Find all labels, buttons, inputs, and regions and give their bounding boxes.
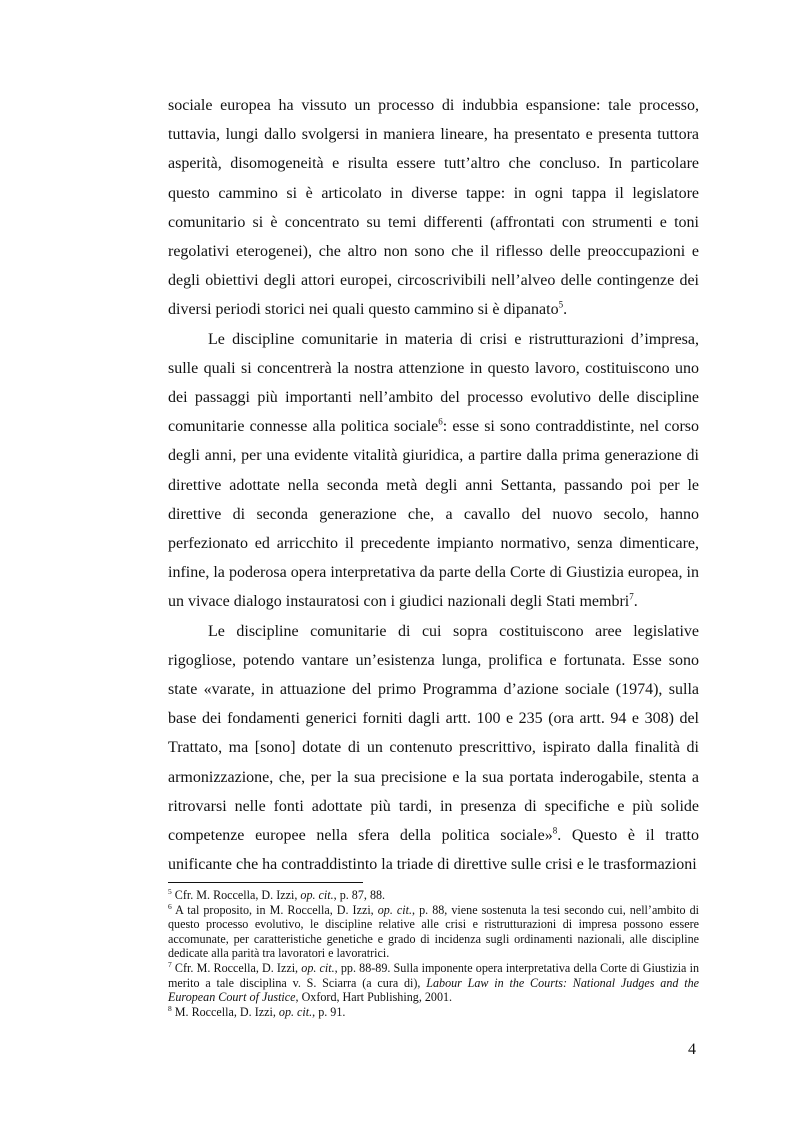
text-run: Le discipline comunitarie di cui sopra costituiscono aree legislative rigogliose, potendo vantare un’esistenza lunga, prolifica e fortunata. Esse sono state «varate, in attuazione del primo Programma d’azione sociale (1974), sulla base dei fondamenti generici forniti dagli artt. 100 e 235 (ora artt. 94 e 308) del Trattato, ma [sono] dotate di un contenuto prescrittivo, ispirato dalla finalità di armonizzazione, che, per la sua precisione e la sua portata inderogabile, stenta a ritrovarsi nelle fonti adottate più tardi, in presenza di specifiche e più solide competenze europee nella sfera della politica sociale» [168, 622, 699, 845]
italic-text: op. cit. [301, 960, 335, 975]
italic-text: op. cit. [377, 902, 413, 917]
footnote [168, 961, 699, 1005]
text-run: Cfr. M. Roccella, D. Izzi, [171, 960, 302, 975]
paragraph [168, 91, 699, 325]
text-run: , p. 88, viene sostenuta la tesi secondo cui, nell’ambito di questo processo evolutivo, le discipline relative alle crisi e ristrutturazioni di impresa possono essere accomunate, per caratteristiche genetiche e grado di incidenza sugli ordinamenti nazionali, alle discipline dedicate alla parità tra lavoratori e lavoratrici. [168, 902, 699, 961]
text-run: . [563, 301, 568, 319]
footnote [168, 903, 699, 961]
italic-text: op. cit. [278, 1004, 313, 1019]
footnote-reference: 5 [558, 300, 564, 311]
footnote-reference: 7 [168, 959, 172, 969]
text-run: , Oxford, Hart Publishing, 2001. [295, 990, 453, 1005]
footnote [168, 1005, 699, 1020]
text-run: , p. 87, 88. [333, 888, 386, 902]
text-run: , pp. 88-89. Sulla imponente opera interpretativa della Corte di Giustizia in merito a tale disciplina v. S. Sciarra (a cura di), [168, 960, 699, 990]
italic-text: op. cit. [300, 888, 334, 902]
paragraph [168, 617, 699, 880]
footnote-reference: 5 [168, 886, 172, 896]
body-text [168, 91, 699, 879]
footnotes [168, 888, 699, 1019]
text-run: M. Roccella, D. Izzi, [171, 1004, 279, 1019]
text-run: Le discipline comunitarie in materia di crisi e ristrutturazioni d’impresa, sulle quali si concentrerà la nostra attenzione in questo lavoro, costituiscono uno dei passaggi più importanti nell’ambito del processo evolutivo delle discipline comunitarie connesse alla politica sociale [168, 330, 699, 436]
footnote-reference: 8 [168, 1003, 172, 1013]
italic-text: Labour Law in the Courts: National Judges and the European Court of Justice [168, 975, 699, 1005]
footnote-reference: 6 [168, 901, 172, 911]
text-run: . Questo è il tratto unificante che ha contraddistinto la triade di direttive sulle crisi e le trasformazioni [168, 827, 699, 874]
text-run: , p. 91. [312, 1004, 346, 1019]
paragraph [168, 325, 699, 617]
footnote-reference: 6 [438, 416, 443, 427]
page-number: 4 [688, 1041, 696, 1058]
text-run: : esse si sono contraddistinte, nel corso degli anni, per una evidente vitalità giuridica, a partire dalla prima generazione di direttive adottate nella seconda metà degli anni Settanta, passando poi per le direttive di seconda generazione che, a cavallo del nuovo secolo, hanno perfezionato ed arricchito il precedente impianto normativo, senza dimenticare, infine, la poderosa opera interpretativa da parte della Corte di Giustizia europea, in un vivace dialogo instauratosi con i giudici nazionali degli Stati membri [168, 418, 700, 611]
footnote [168, 888, 699, 903]
text-run: A tal proposito, in M. Roccella, D. Izzi, [171, 902, 378, 917]
text-run: Cfr. M. Roccella, D. Izzi, [171, 888, 301, 902]
text-run: sociale europea ha vissuto un processo di indubbia espansione: tale processo, tuttavia, lungi dallo svolgersi in maniera lineare, ha presentato e presenta tuttora asperità, disomogeneità e risulta essere tutt’altro che concluso. In particolare questo cammino si è articolato in diverse tappe: in ogni tappa il legislatore comunitario si è concentrato su temi differenti (affrontati con strumenti e toni regolativi eterogenei), che altro non sono che il riflesso delle preoccupazioni e degli obiettivi degli attori europei, circoscrivibili nell’alveo delle contingenze dei diversi periodi storici nei quali questo cammino si è dipanato [168, 97, 699, 319]
footnote-reference: 7 [629, 592, 634, 603]
text-run: . [633, 593, 638, 611]
footnote-divider [168, 882, 363, 883]
footnote-reference: 8 [552, 825, 558, 836]
